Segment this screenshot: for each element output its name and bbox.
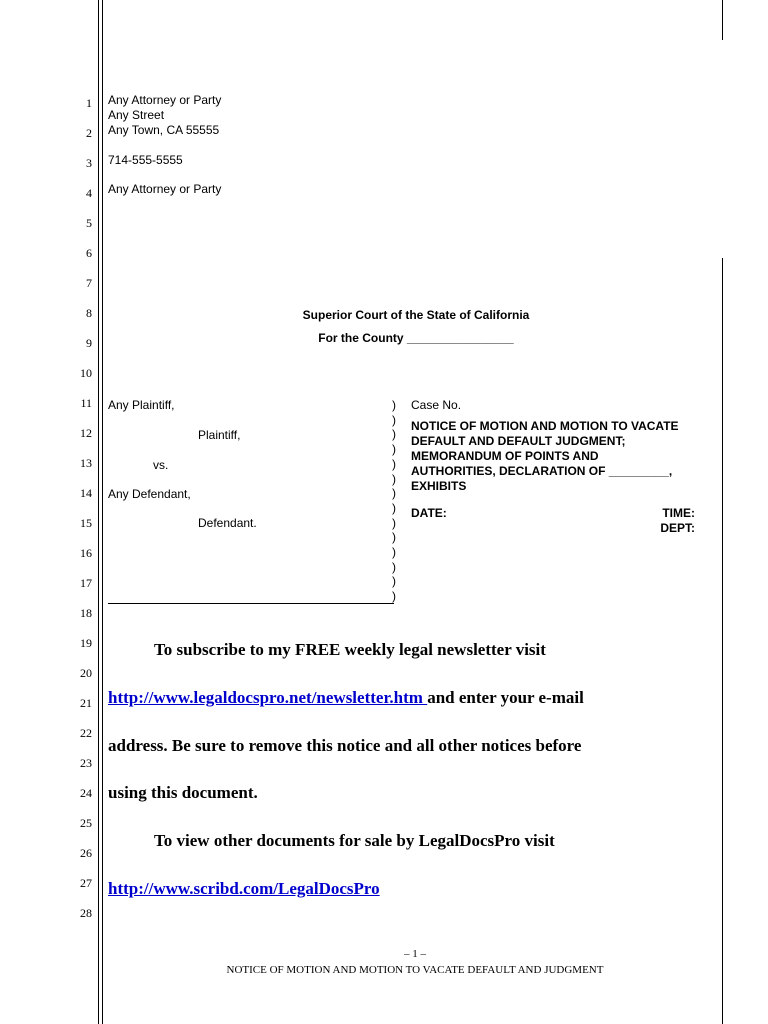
document-title-line: DEFAULT AND DEFAULT JUDGMENT; [411, 434, 626, 448]
notice-line-2-rest: and enter your e-mail [427, 688, 584, 707]
court-name: Superior Court of the State of California [302, 308, 530, 322]
dept-label: DEPT: [660, 521, 695, 535]
right-margin-rule-top [722, 0, 723, 40]
attorney-city: Any Town, CA 55555 [108, 123, 220, 137]
time-label: TIME: [662, 506, 695, 520]
line-number: 3 [86, 156, 92, 170]
case-number-label: Case No. [411, 398, 462, 412]
line-number: 11 [80, 396, 92, 410]
left-margin-rule-inner [102, 0, 103, 1024]
document-title-line: AUTHORITIES, DECLARATION OF _________, [411, 464, 673, 478]
notice-line-2 [108, 688, 584, 708]
document-title-line: EXHIBITS [411, 479, 467, 493]
line-number: 10 [80, 366, 92, 380]
line-number: 25 [80, 816, 92, 830]
line-number: 20 [80, 666, 92, 680]
attorney-phone: 714-555-5555 [108, 153, 183, 167]
line-number: 13 [80, 456, 92, 470]
line-number: 19 [80, 636, 92, 650]
line-number: 28 [80, 906, 92, 920]
notice-line-3: address. Be sure to remove this notice and all other notices before [108, 736, 582, 755]
page-number: – 1 – [404, 948, 426, 960]
line-number: 8 [86, 306, 92, 320]
notice-line-5: To view other documents for sale by LegalDocsPro visit [154, 831, 555, 850]
line-number: 9 [86, 336, 92, 350]
line-number: 23 [80, 756, 92, 770]
line-number: 7 [86, 276, 92, 290]
scribd-link[interactable]: http://www.scribd.com/LegalDocsPro [108, 879, 380, 898]
line-number: 18 [80, 606, 92, 620]
line-number: 27 [80, 876, 92, 890]
versus: vs. [153, 458, 169, 472]
line-number: 26 [80, 846, 92, 860]
line-number: 4 [86, 186, 92, 200]
newsletter-link[interactable]: http://www.legaldocspro.net/newsletter.htm [108, 688, 428, 707]
notice-line-6 [108, 879, 380, 899]
line-number: 5 [86, 216, 92, 230]
line-number: 2 [86, 126, 92, 140]
defendant-name: Any Defendant, [108, 487, 191, 501]
line-number: 21 [80, 696, 92, 710]
line-number: 15 [80, 516, 92, 530]
notice-line-4: using this document. [108, 783, 258, 802]
line-number: 14 [80, 486, 92, 500]
notice-line-1: To subscribe to my FREE weekly legal newsletter visit [154, 640, 546, 659]
court-county: For the County ________________ [318, 331, 514, 345]
date-label: DATE: [411, 506, 447, 520]
plaintiff-role: Plaintiff, [198, 428, 241, 442]
attorney-street: Any Street [108, 108, 165, 122]
caption-bottom-rule [108, 603, 394, 604]
line-number: 17 [80, 576, 92, 590]
plaintiff-name: Any Plaintiff, [108, 398, 175, 412]
right-margin-rule [722, 258, 723, 1024]
line-number: 6 [86, 246, 92, 260]
defendant-role: Defendant. [198, 516, 257, 530]
line-number: 22 [80, 726, 92, 740]
attorney-name: Any Attorney or Party [108, 93, 222, 107]
document-title-line: MEMORANDUM OF POINTS AND [411, 449, 599, 463]
attorney-for: Any Attorney or Party [108, 182, 222, 196]
footer-title: NOTICE OF MOTION AND MOTION TO VACATE DEFAULT AND JUDGMENT [226, 964, 604, 976]
line-number: 24 [80, 786, 92, 800]
left-margin-rule-outer [98, 0, 99, 1024]
line-number: 12 [80, 426, 92, 440]
document-title-line: NOTICE OF MOTION AND MOTION TO VACATE [411, 419, 679, 433]
line-number: 1 [86, 96, 92, 110]
line-number: 16 [80, 546, 92, 560]
caption-parentheses: ) ) ) ) ) ) ) ) ) ) ) ) ) ) [392, 398, 396, 604]
